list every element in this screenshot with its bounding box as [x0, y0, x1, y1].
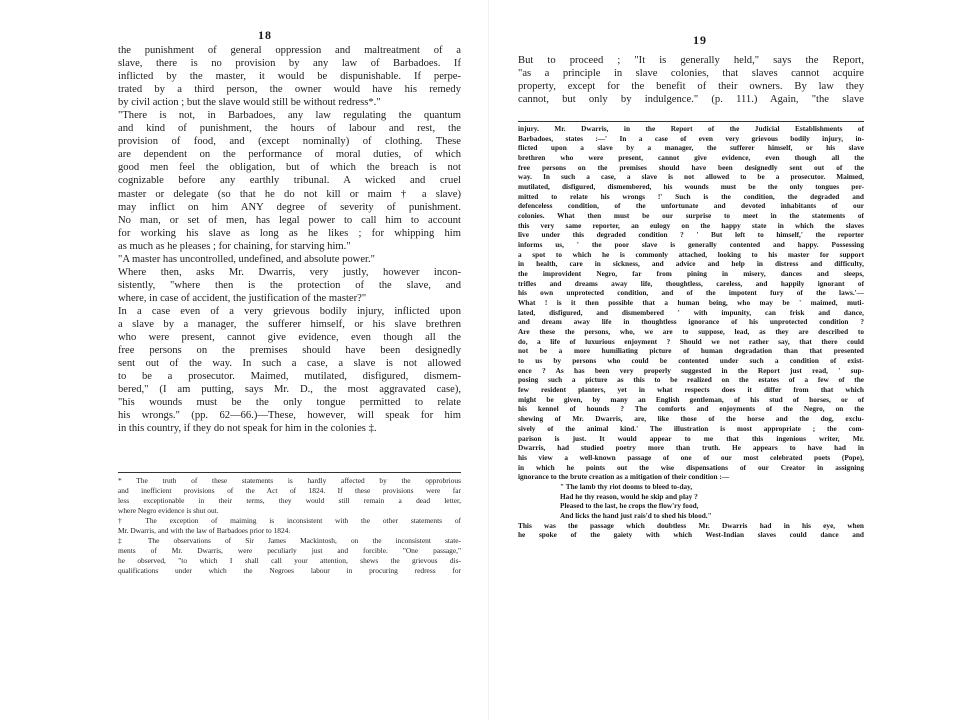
text-line: property, except for the benefit of their owners. By law they — [518, 81, 864, 93]
text-line: injury. Mr. Dwarris, in the Report of the Judicial Establishments of — [518, 124, 864, 133]
text-line: † The exception of maiming is inconsistent with the other statements of — [118, 516, 461, 525]
left-page-body — [118, 44, 461, 435]
text-line: who were present, cannot give evidence, even though all the — [118, 332, 461, 344]
text-line: to be a prosecutor. Maimed, mutilated, disfigured, dismem- — [118, 371, 461, 383]
text-line: his view a well-known passage of one of our most celebrated poets (Pope), — [518, 452, 864, 462]
text-line: sively of the animal kind.' The illustration is most appropriate ; the com- — [518, 423, 864, 433]
text-line: "as a principle in slave colonies, that slaves cannot acquire — [518, 68, 864, 80]
text-line: Had he thy reason, would he skip and play ? — [560, 491, 698, 501]
text-line: But to proceed ; "It is generally held," says the Report, — [518, 55, 864, 66]
text-line: to us by persons who could be contented under such a condition of exist- — [518, 356, 864, 366]
text-line: This was the passage which doubtless Mr. Dwarris had in his eye, when — [518, 520, 864, 530]
text-line: * The truth of these statements is hardly affected by the opprobrious — [118, 476, 461, 485]
text-line: "his wounds must be the only tongue permitted to relate — [118, 397, 461, 409]
text-line: trifles and dreams away life, thoughtless, careless, and happily ignorant of — [518, 278, 864, 288]
text-line: cognizable before any earthly tribunal. A wicked and cruel — [118, 175, 461, 187]
text-line: " The lamb thy riot dooms to bleed to-day, — [560, 481, 693, 491]
footnote-rule — [518, 121, 864, 122]
text-line: in health, care in sickness, and advice and help in distress and difficulty, — [518, 259, 864, 269]
text-line: not be a more humiliating picture of human degradation than that presented — [518, 346, 864, 356]
text-line: live under this degraded condition ? ' But left to himself,' the reporter — [518, 230, 864, 240]
text-line: free persons on the premises should have been designedly — [118, 345, 461, 357]
text-line: master or delegate (so that he do not kill or maim † a slave) — [118, 188, 461, 200]
text-line: ments of Mr. Dwarris, were peculiarly just and forcible. "One passage," — [118, 546, 461, 555]
text-line: a spot to which he is commonly attached, looking to his master for support — [518, 249, 864, 259]
text-line: flicted upon a slave by a manager, the sufferer himself, or his slave — [518, 143, 864, 153]
text-line: he observed, "to which I shall call your attention, shews the grievous dis- — [118, 556, 461, 565]
text-line: slave, there is no provision by any law of Barbadoes. If — [118, 58, 461, 70]
text-line: sistently, "where then is the protection of the slave, and — [118, 279, 461, 291]
text-line: and dream away life in thoughtless ignorance of his unprotected condition ? — [518, 317, 864, 327]
text-line: few resident planters, yet in what respects does it differ from that which — [518, 385, 864, 395]
text-line: colonies. What then must be our surprise to meet in the statements of — [518, 211, 864, 221]
text-line: ‡ The observations of Sir James Mackintosh, on the inconsistent state- — [118, 536, 461, 545]
text-line: in this country, if they do not speak for him in the colonies ‡. — [118, 423, 377, 435]
text-line: provision of food, and (except nominally) of clothing. These — [118, 136, 461, 148]
page-number-right: 19 — [693, 33, 707, 47]
text-line: And licks the hand just rais'd to shed his blood." — [560, 510, 712, 520]
text-line: Are these the persons, who, we are to suppose, lead, as they are described to — [518, 327, 864, 337]
text-line: posing such a picture as this to be realized on the estates of a few of the — [518, 375, 864, 385]
text-line: and inefficient provisions of the Act of 1824. If these provisions were far — [118, 486, 461, 495]
text-line: parison is just. It would appear to me that this ingenious writer, Mr. — [518, 433, 864, 443]
text-line: good men feel the obligation, but of which the breach is not — [118, 162, 461, 174]
text-line: "There is not, in Barbadoes, any law regulating the quantum — [118, 110, 461, 122]
text-line: brethren who were present, cannot give evidence, even though all the — [518, 153, 864, 163]
text-line: mitted to relate his wrongs !' Such is the condition, the degraded and — [518, 191, 864, 201]
text-line: In a case even of a very grievous bodily injury, inflicted upon — [118, 305, 461, 317]
text-line: Where then, asks Mr. Dwarris, very justly, however incon- — [118, 266, 461, 278]
text-line: ignorance to the brute creation as a mitigation of their condition :— — [518, 472, 730, 482]
text-line: the improvident Negro, far from pining in misery, dances and sleeps, — [518, 269, 864, 279]
text-line: and kind of punishment, the hours of labour and rest, the — [118, 123, 461, 135]
text-line: lated, disfigured, and dismembered ' with impunity, can frisk and dance, — [518, 307, 864, 317]
text-line: where, in case of accident, the justification of the master?" — [118, 292, 367, 304]
text-line: do, a life of luxurious enjoyment ? Should we not rather say, that there could — [518, 336, 864, 346]
text-line: in which he points out the wise dispensations of our Creator in assigning — [518, 462, 864, 472]
page-number-left: 18 — [258, 28, 272, 42]
text-line: What ! is it then possible that a human being, who may be ' maimed, muti- — [518, 298, 864, 308]
text-line: mutilated, disfigured, dismembered, his wounds must be the only tongues per- — [518, 182, 864, 192]
text-line: by civil action ; but the slave would still be without redress*." — [118, 97, 381, 109]
text-line: his own unprotected condition, and of the impotent fury of the laws.'— — [518, 288, 864, 298]
text-line: "A master has uncontrolled, undefined, and absolute power." — [118, 253, 375, 265]
text-line: sent out of the way. In such a case, a slave is not allowed — [118, 358, 461, 370]
text-line: for working his slave as long as he likes ; for whipping him — [118, 227, 461, 239]
text-line: Dwarris, had studied poetry more than truth. He appears to have had in — [518, 443, 864, 453]
text-line: No man, or set of men, has legal power to call him to account — [118, 214, 461, 226]
text-line: inflicted by the master, it would be dispunishable. If perpe- — [118, 71, 461, 83]
text-line: less exceptionable in their terms, they would still remain a dead letter, — [118, 496, 461, 505]
text-line: qualifications under which the Negroes labour in procuring redress for — [118, 566, 461, 575]
text-line: where Negro evidence is shut out. — [118, 506, 219, 515]
text-line: a slave by a manager, the sufferer himself, or his slave brethren — [118, 318, 461, 330]
text-line: as much as he pleases ; for chaining, for starving him." — [118, 240, 351, 252]
text-line: free persons on the premises should have been designedly sent out of the — [518, 162, 864, 172]
text-line: may inflict on him ANY degree of severity of punishment. — [118, 201, 461, 213]
text-line: shewing of Mr. Dwarris, are, like those of the horse and the dog, exclu- — [518, 414, 864, 424]
text-line: his kennel of hounds ? The comforts and enjoyments of the Negro, on the — [518, 404, 864, 414]
right-footnote-continuation — [518, 124, 864, 540]
left-footnotes — [118, 476, 461, 576]
page-gutter — [488, 0, 489, 720]
text-line: way. In such a case, a slave is not allowed to be a prosecutor. Maimed, — [518, 172, 864, 182]
text-line: bered," (I am putting, says Mr. D., the most aggravated case), — [118, 384, 461, 396]
text-line: informs us, ' the poor slave is generally contented and happy. Possessing — [518, 240, 864, 250]
text-line: Mr. Dwarris, and with the law of Barbadoes prior to 1824. — [118, 526, 291, 535]
text-line: his wrongs." (pp. 62—66.)—These, however, will speak for him — [118, 410, 461, 422]
text-line: might be given, by many an English gentleman, of his stud of horses, or of — [518, 394, 864, 404]
text-line: cannot, but only by indulgence." (p. 111.) Again, "the slave — [518, 94, 864, 106]
text-line: the punishment of general oppression and maltreatment of a — [118, 45, 461, 56]
text-line: trated by a third person, the owner would have his remedy — [118, 84, 461, 96]
right-page-body — [518, 54, 864, 106]
text-line: Barbadoes, states :—' In a case of even very grievous bodily injury, in- — [518, 133, 864, 143]
footnote-rule — [118, 472, 461, 473]
text-line: ence ? As has been very properly suggested in the Report just read, ' sup- — [518, 365, 864, 375]
text-line: this very same reporter, an eulogy on the happy state in which the slaves — [518, 220, 864, 230]
text-line: defenceless condition, of the unfortunate and devoted inhabitants of our — [518, 201, 864, 211]
text-line: are dependent on the performance of moral duties, of which — [118, 149, 461, 161]
text-line: he spoke of the gaiety with which West-Indian slaves could dance and — [518, 530, 864, 540]
text-line: Pleased to the last, he crops the flow'ry food, — [560, 501, 699, 511]
